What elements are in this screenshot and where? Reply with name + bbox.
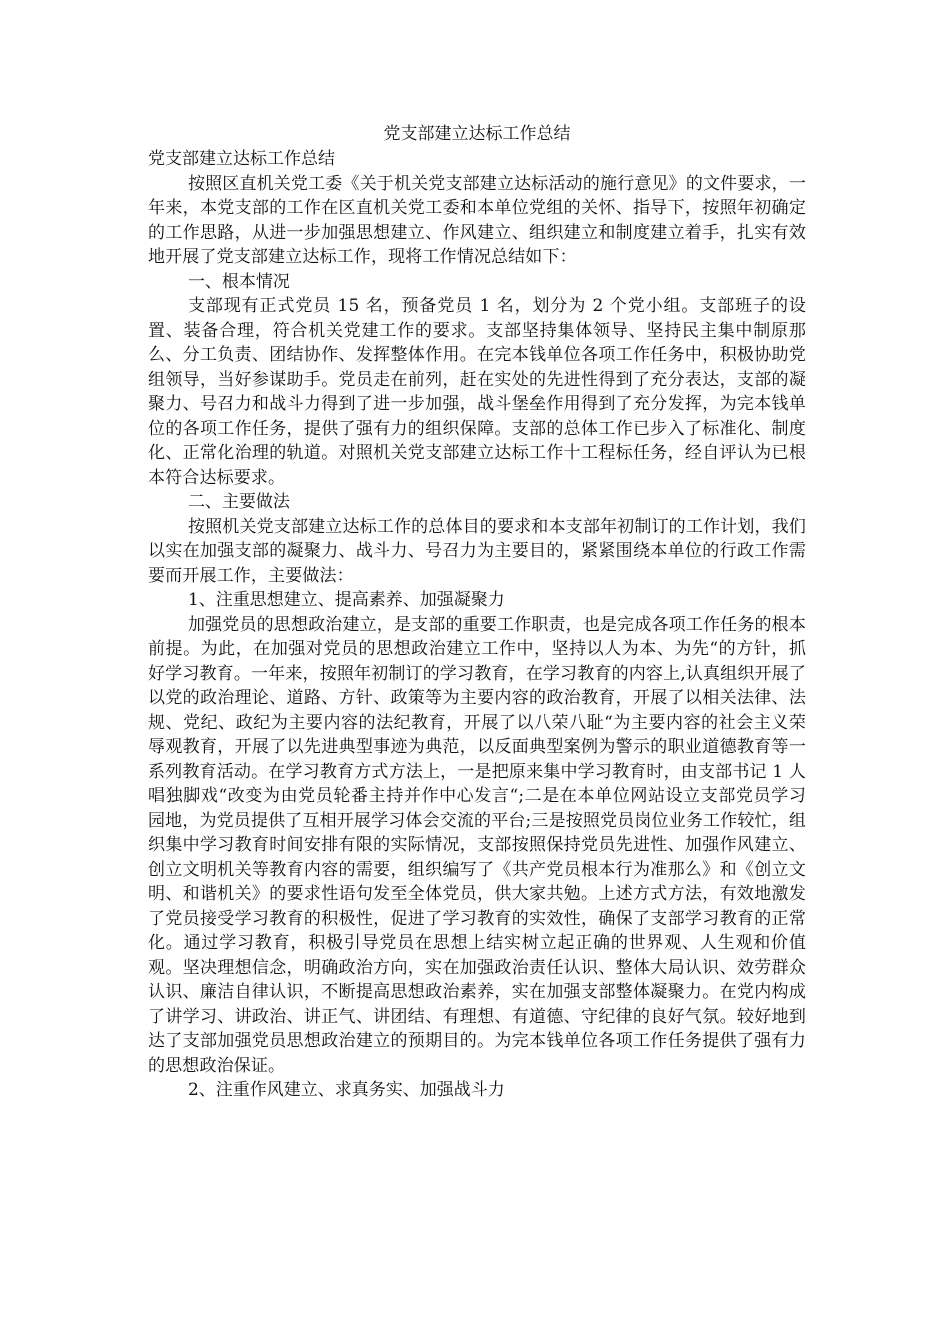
section-2-paragraph: 按照机关党支部建立达标工作的总体目的要求和本支部年初制订的工作计划，我们以实在加强支部的凝聚力、战斗力、号召力为主要目的，紧紧围绕本单位的行政工作需要而开展工作，主要做法： [148, 516, 806, 586]
point-2-heading: 2、注重作风建立、求真务实、加强战斗力 [187, 1080, 505, 1100]
section-2-heading: 二、主要做法 [187, 492, 290, 512]
section-1-paragraph: 支部现有正式党员 15 名，预备党员 1 名，划分为 2 个党小组。支部班子的设置、装备合理，符合机关党建工作的要求。支部坚持集体领导、坚持民主集中制原那么、分工负责、团结协作、发挥整体作用。在完本钱单位各项工作任务中，积极协助党组领导，当好参谋助手。党员走在前列，赶在实处的先进性得到了充分表达，支部的凝聚力、号召力和战斗力得到了进一步加强，战斗堡垒作用得到了充分发挥，为完本钱单位的各项工作任务，提供了强有力的组织保障。支部的总体工作已步入了标准化、制度化、正常化治理的轨道。对照机关党支部建立达标工作十工程标任务，经自评认为已根本符合达标要求。 [148, 296, 806, 488]
point-1-heading: 1、注重思想建立、提高素养、加强凝聚力 [187, 590, 505, 610]
section-1-heading: 一、根本情况 [187, 271, 290, 292]
point-1-paragraph: 加强党员的思想政治建立，是支部的重要工作职责，也是完成各项工作任务的根本前提。为此，在加强对党员的思想政治建立工作中，坚持以人为本、为先“的方针，抓好学习教育。一年来，按照年初制订的学习教育，在学习教育的内容上,认真组织开展了以党的政治理论、道路、方针、政策等为主要内容的政治教育，开展了以相关法律、法规、党纪、政纪为主要内容的法纪教育，开展了以八荣八耻“为主要内容的社会主义荣辱观教育，开展了以先进典型事迹为典范，以反面典型案例为警示的职业道德教育等一系列教育活动。在学习教育方式方法上，一是把原来集中学习教育时，由支部书记 1 人唱独脚戏“改变为由党员轮番主持并作中心发言“;二是在本单位网站设立支部党员学习园地，为党员提供了互相开展学习体会交流的平台;三是按照党员岗位业务工作较忙，组织集中学习教育时间安排有限的实际情况，支部按照保持党员先进性、加强作风建立、创立文明机关等教育内容的需要，组织编写了《共产党员根本行为准那么》和《创立文明、和谐机关》的要求性语句发至全体党员，供大家共勉。上述方式方法，有效地激发了党员接受学习教育的积极性，促进了学习教育的实效性，确保了支部学习教育的正常化。通过学习教育，积极引导党员在思想上结实树立起正确的世界观、人生观和价值观。坚决理想信念，明确政治方向，实在加强政治责任认识、整体大局认识、效劳群众认识、廉洁自律认识，不断提高思想政治素养，实在加强支部整体凝聚力。在党内构成了讲学习、讲政治、讲正气、讲团结、有理想、有道德、守纪律的良好气氛。较好地到达了支部加强党员思想政治建立的预期目的。为完本钱单位各项工作任务提供了强有力的思想政治保证。 [148, 614, 806, 1076]
document-subtitle: 党支部建立达标工作总结 [148, 149, 335, 169]
document-page [148, 122, 806, 1103]
document-title: 党支部建立达标工作总结 [383, 124, 571, 144]
intro-paragraph: 按照区直机关党工委《关于机关党支部建立达标活动的施行意见》的文件要求，一年来，本党支部的工作在区直机关党工委和本单位党组的关怀、指导下，按照年初确定的工作思路，从进一步加强思想建立、作风建立、组织建立和制度建立着手，扎实有效地开展了党支部建立达标工作，现将工作情况总结如下： [148, 173, 806, 267]
